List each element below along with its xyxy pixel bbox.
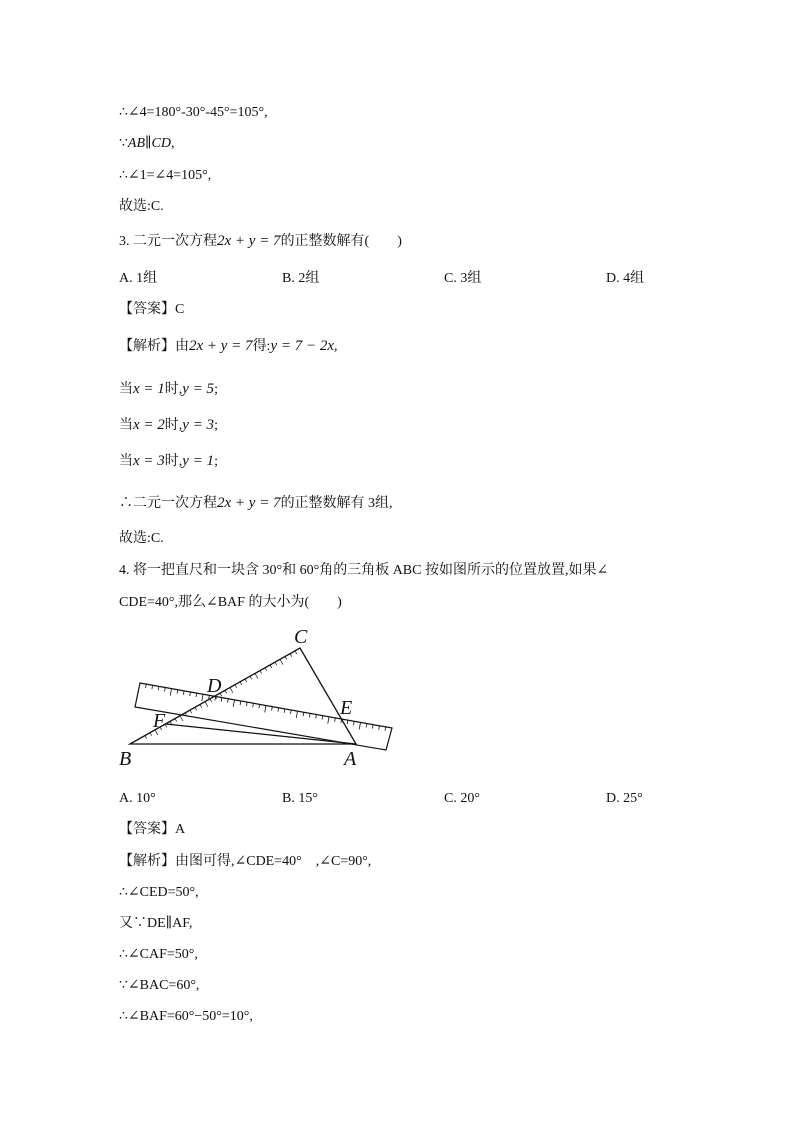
triangle-tick <box>180 716 183 721</box>
solution-line-1: ∴∠4=180°-30°-45°=105°, <box>119 105 268 120</box>
q4-answer: 【答案】A <box>119 822 186 837</box>
triangle-tick <box>265 668 267 671</box>
triangle-tick <box>175 719 177 722</box>
label-b: B <box>119 748 132 770</box>
case-text: 当 <box>119 418 133 433</box>
q4-option-a: A. 10° <box>119 791 156 806</box>
q3-option-b: B. 2组 <box>282 271 320 286</box>
q3-option-c: C. 3组 <box>444 271 482 286</box>
q3-option-d: D. 4组 <box>606 271 645 286</box>
question-4-stem-line-2: CDE=40°,那么∠BAF 的大小为( ) <box>119 595 342 610</box>
question-4-stem-line-1: 4. 将一把直尺和一块含 30°和 60°角的三角板 ABC 按如图所示的位置放置,如果∠ <box>119 563 609 578</box>
triangle-tick <box>145 736 147 739</box>
triangle-tick <box>275 662 277 665</box>
triangle-tick <box>225 690 227 693</box>
triangle-tick <box>255 673 258 678</box>
triangle-tick <box>235 685 237 688</box>
triangle-tick <box>270 665 272 668</box>
equation: 2x + y = 7 <box>189 338 253 354</box>
triangle-tick <box>240 682 242 685</box>
equation: y = 7 − 2x <box>270 338 335 354</box>
label-a: A <box>344 748 357 770</box>
y-value: y = 5 <box>182 381 215 397</box>
q4-analysis-5: ∵∠BAC=60°, <box>119 978 200 993</box>
analysis-label: 【解析】由 <box>119 339 189 354</box>
q4-analysis-2: ∴∠CED=50°, <box>119 885 199 900</box>
triangle-tick <box>280 659 283 664</box>
analysis-text: 得: <box>252 339 271 354</box>
triangle-tick <box>150 733 152 736</box>
y-value: y = 3 <box>182 417 215 433</box>
label-d: D <box>207 675 222 697</box>
y-value: y = 1 <box>182 453 215 469</box>
x-value: x = 3 <box>133 453 165 469</box>
triangle-tick <box>295 651 297 654</box>
triangle-tick <box>290 654 292 657</box>
case-text: 当 <box>119 382 133 397</box>
punctuation: ; <box>214 454 218 469</box>
triangle-tick <box>285 656 287 659</box>
triangle-tick <box>245 679 247 682</box>
triangle-tick <box>230 688 233 693</box>
q4-option-b: B. 15° <box>282 791 318 806</box>
solution-line-3: ∴∠1=∠4=105°, <box>119 168 212 183</box>
case-text: 时, <box>164 454 183 469</box>
q4-analysis-3: 又∵DE∥AF, <box>119 916 193 931</box>
because-symbol: ∵ <box>119 136 128 151</box>
equation: 2x + y = 7 <box>217 495 281 511</box>
stem-text: 的正整数解有( ) <box>280 234 402 249</box>
case-text: 当 <box>119 454 133 469</box>
conclusion-text: ∴二元一次方程 <box>119 496 217 511</box>
triangle-tick <box>260 671 262 674</box>
q4-option-d: D. 25° <box>606 791 643 806</box>
q4-analysis-4: ∴∠CAF=50°, <box>119 947 198 962</box>
q4-analysis-6: ∴∠BAF=60°−50°=10°, <box>119 1009 253 1024</box>
x-value: x = 2 <box>133 417 165 433</box>
case-text: 时, <box>164 382 183 397</box>
punctuation: , <box>334 339 338 354</box>
triangle-tick <box>165 724 167 727</box>
q3-answer: 【答案】C <box>119 302 185 317</box>
x-value: x = 1 <box>133 381 165 397</box>
solution-choice: 故选:C. <box>119 199 164 214</box>
label-e: E <box>340 697 353 719</box>
q4-analysis-1: 【解析】由图可得,∠CDE=40° ,∠C=90°, <box>119 854 372 869</box>
punctuation: ; <box>214 382 218 397</box>
stem-text: 3. 二元一次方程 <box>119 234 217 249</box>
triangle-tick <box>250 676 252 679</box>
q3-choice: 故选:C. <box>119 531 164 546</box>
label-f: F <box>153 710 166 732</box>
equation: 2x + y = 7 <box>217 233 281 249</box>
punctuation: , <box>170 136 175 151</box>
label-c: C <box>294 626 308 648</box>
case-text: 时, <box>164 418 183 433</box>
parallel-statement: AB∥CD <box>127 136 171 151</box>
punctuation: ; <box>214 418 218 433</box>
conclusion-text: 的正整数解有 3组, <box>280 496 393 511</box>
q3-option-a: A. 1组 <box>119 271 158 286</box>
q4-option-c: C. 20° <box>444 791 480 806</box>
